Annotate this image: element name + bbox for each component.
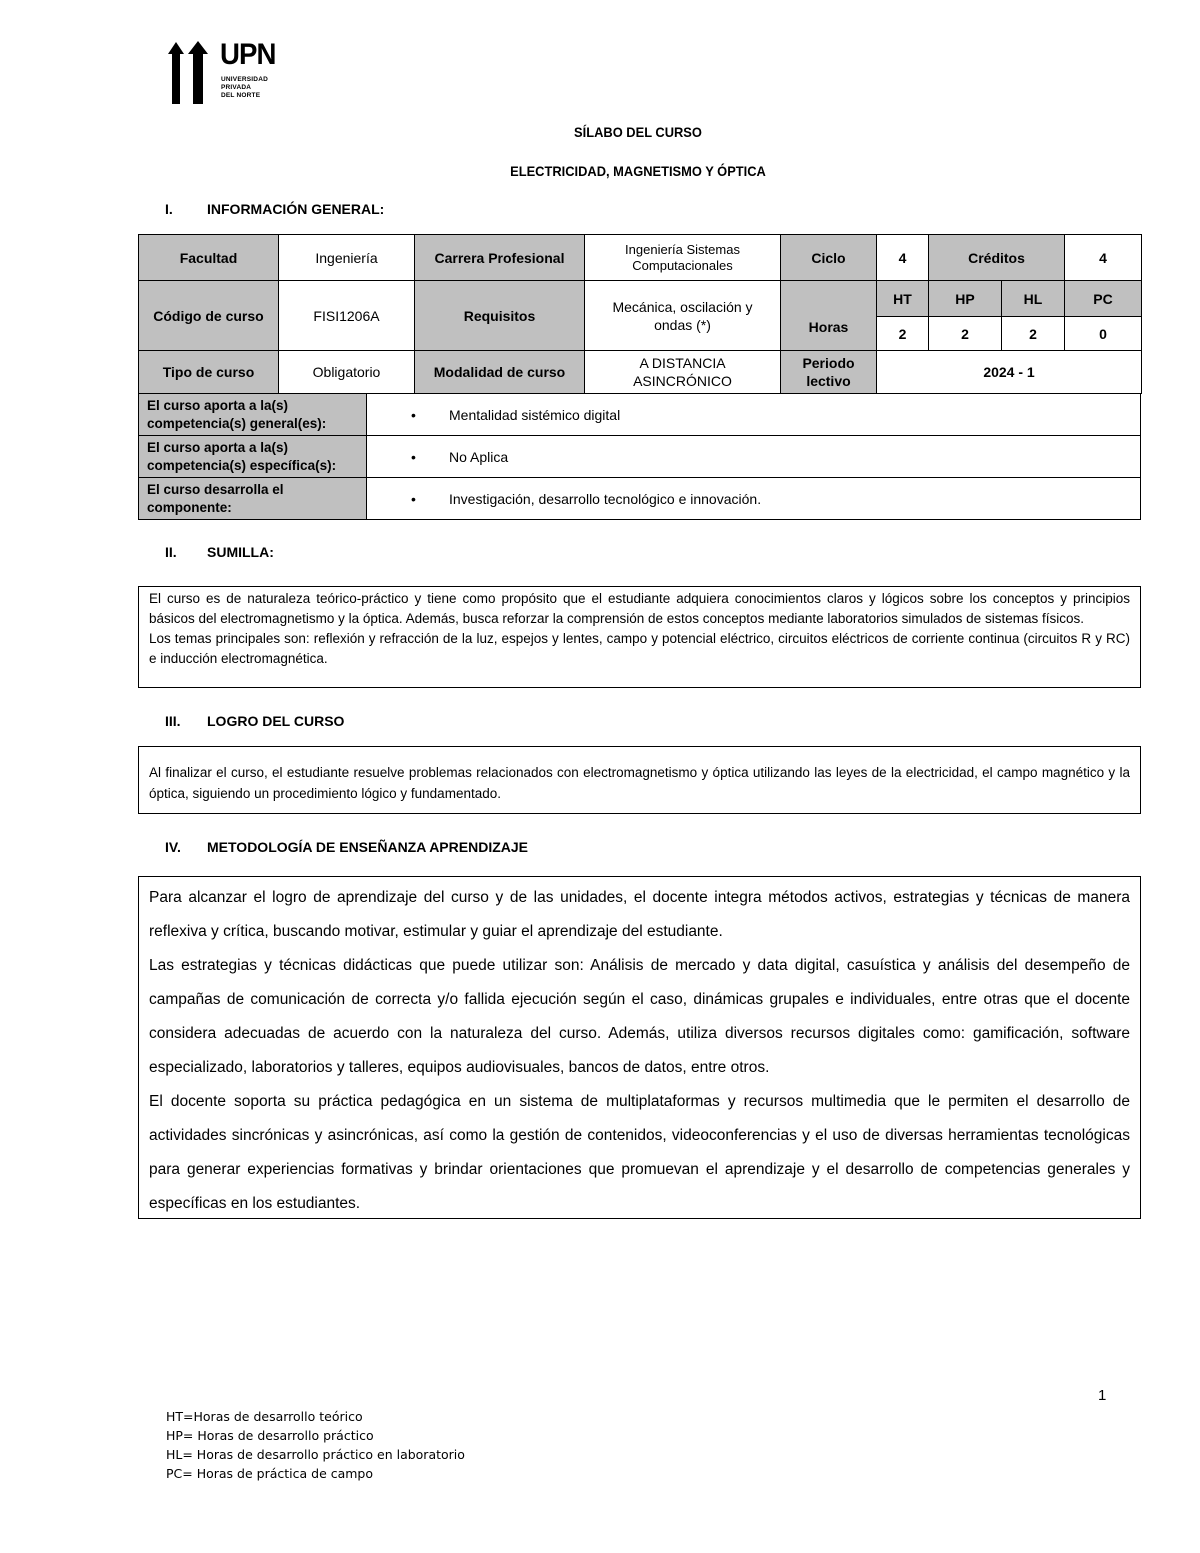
hp-label: HP <box>929 281 1002 317</box>
competencia-especifica-label: El curso aporta a la(s) competencia(s) específica(s): <box>139 436 367 478</box>
ciclo-value: 4 <box>877 235 929 281</box>
sumilla-paragraph: Los temas principales son: reflexión y refracción de la luz, espejos y lentes, campo y potencial eléctrico, circuitos eléctricos de corriente continua (circuitos R y RC) e inducción electromagnética. <box>149 631 1130 666</box>
componente-value: • Investigación, desarrollo tecnológico e innovación. <box>367 478 1141 520</box>
competencia-row <box>139 394 1141 436</box>
tipo-value: Obligatorio <box>279 351 415 394</box>
requisitos-value: Mecánica, oscilación y ondas (*) <box>585 281 781 351</box>
section-heading-logro: III. LOGRO DEL CURSO <box>165 713 345 729</box>
facultad-label: Facultad <box>139 235 279 281</box>
general-info-table <box>138 234 1142 394</box>
competencia-general-value: • Mentalidad sistémico digital <box>367 394 1141 436</box>
codigo-value: FISI1206A <box>279 281 415 351</box>
footnote-pc: PC= Horas de práctica de campo <box>166 1466 374 1481</box>
hl-value: 2 <box>1002 317 1065 351</box>
requisitos-label: Requisitos <box>415 281 585 351</box>
footnote-hl: HL= Horas de desarrollo práctico en laboratorio <box>166 1447 465 1462</box>
section-heading-general-info: I. INFORMACIÓN GENERAL: <box>165 201 385 217</box>
hp-value: 2 <box>929 317 1002 351</box>
document-title: SÍLABO DEL CURSO <box>574 124 702 140</box>
pc-value: 0 <box>1065 317 1142 351</box>
competencia-row <box>139 478 1141 520</box>
logo-university-name: UNIVERSIDAD PRIVADA DEL NORTE <box>221 76 268 99</box>
metodologia-box <box>138 876 1141 1219</box>
facultad-value: Ingeniería <box>279 235 415 281</box>
ht-value: 2 <box>877 317 929 351</box>
carrera-label: Carrera Profesional <box>415 235 585 281</box>
horas-label: Horas <box>781 281 877 351</box>
codigo-label: Código de curso <box>139 281 279 351</box>
carrera-value: Ingeniería Sistemas Computacionales <box>585 235 781 281</box>
logro-box <box>138 746 1141 814</box>
course-name: ELECTRICIDAD, MAGNETISMO Y ÓPTICA <box>510 163 766 179</box>
page-number: 1 <box>1098 1387 1107 1404</box>
section-heading-metodologia: IV. METODOLOGÍA DE ENSEÑANZA APRENDIZAJE <box>165 839 528 855</box>
footnote-hp: HP= Horas de desarrollo práctico <box>166 1428 374 1443</box>
modalidad-value: A DISTANCIA ASINCRÓNICO <box>585 351 781 394</box>
componente-label: El curso desarrolla el componente: <box>139 478 367 520</box>
periodo-value: 2024 - 1 <box>877 351 1142 394</box>
pc-label: PC <box>1065 281 1142 317</box>
tipo-label: Tipo de curso <box>139 351 279 394</box>
metodologia-paragraph: Para alcanzar el logro de aprendizaje del curso y de las unidades, el docente integra métodos activos, estrategias y técnicas de manera reflexiva y crítica, buscando motivar, estimular y guiar el aprendizaje del estudiante. <box>149 889 1130 940</box>
metodologia-paragraph: El docente soporta su práctica pedagógica en un sistema de multiplataformas y recursos multimedia que le permiten el desarrollo de actividades sincrónicas y asincrónicas, así como la gestión de contenidos, videoconferencias y el uso de diversas herramientas tecnológicas para generar experiencias formativas y brindar orientaciones que promuevan el aprendizaje y el desarrollo de competencias generales y específicas en los estudiantes. <box>149 1093 1130 1212</box>
hl-label: HL <box>1002 281 1065 317</box>
periodo-label: Periodo lectivo <box>781 351 877 394</box>
sumilla-paragraph: El curso es de naturaleza teórico-práctico y tiene como propósito que el estudiante adquiera conocimientos claros y lógicos sobre los conceptos y principios básicos del electromagnetismo y la óptica. Además, busca reforzar la comprensión de estos conceptos mediante laboratorios simulados de sistemas físicos. <box>149 591 1130 626</box>
competencia-especifica-value: • No Aplica <box>367 436 1141 478</box>
creditos-label: Créditos <box>929 235 1065 281</box>
metodologia-paragraph: Las estrategias y técnicas didácticas que puede utilizar son: Análisis de mercado y data digital, casuística y análisis del desempeño de campañas de comunicación de correcta y/o fallida ejecución según el caso, dinámicas grupales e individuales, entre otras que el docente considera adecuadas de acuerdo con la naturaleza del curso. Además, utiliza diversos recursos digitales como: gamificación, software especializado, laboratorios y talleres, equipos audiovisuales, bancos de datos, entre otros. <box>149 957 1130 1076</box>
section-heading-sumilla: II. SUMILLA: <box>165 544 274 560</box>
upn-arrow-icon <box>166 40 220 106</box>
upn-logo <box>166 40 276 106</box>
competencia-row <box>139 436 1141 478</box>
competencias-table <box>138 393 1141 520</box>
sumilla-box <box>138 586 1141 688</box>
logro-paragraph: Al finalizar el curso, el estudiante resuelve problemas relacionados con electromagnetismo y óptica utilizando las leyes de la electricidad, el campo magnético y la óptica, siguiendo un procedimiento lógico y fundamentado. <box>149 765 1130 801</box>
logo-acronym: UPN <box>220 38 276 71</box>
ht-label: HT <box>877 281 929 317</box>
modalidad-label: Modalidad de curso <box>415 351 585 394</box>
competencia-general-label: El curso aporta a la(s) competencia(s) general(es): <box>139 394 367 436</box>
ciclo-label: Ciclo <box>781 235 877 281</box>
creditos-value: 4 <box>1065 235 1142 281</box>
footnote-ht: HT=Horas de desarrollo teórico <box>166 1409 363 1424</box>
